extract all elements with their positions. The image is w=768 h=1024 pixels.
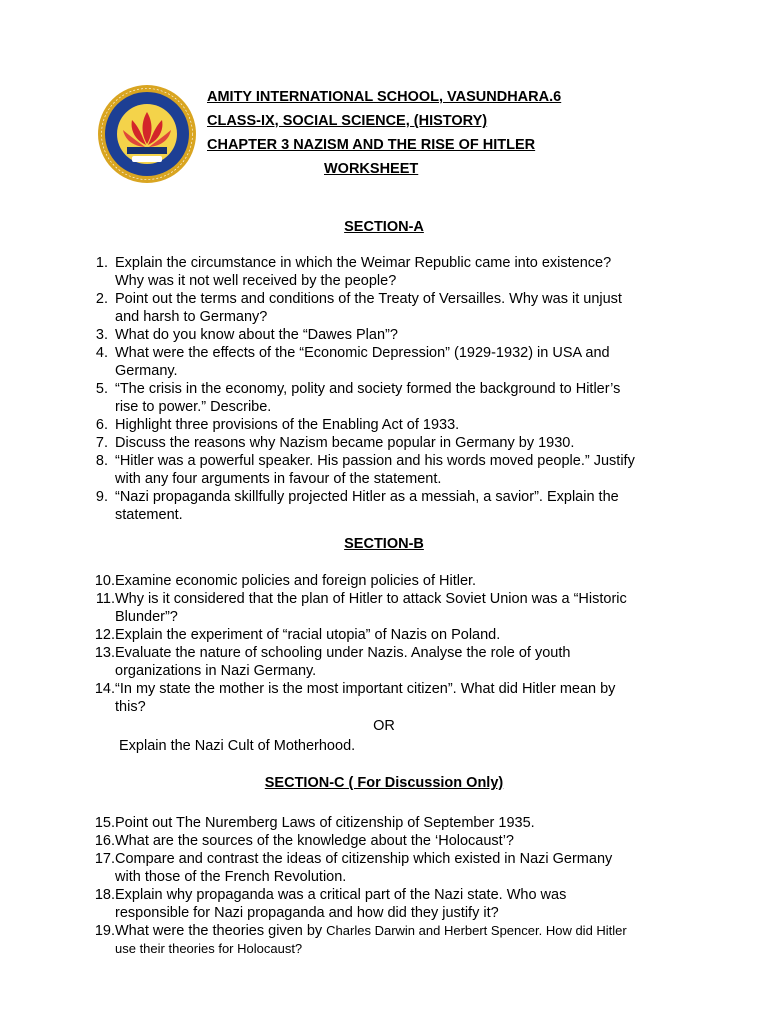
list-item [0, 922, 675, 958]
question-text-line: statement. [115, 507, 183, 523]
question-text-line: What do you know about the “Dawes Plan”? [115, 327, 398, 343]
question-text-line: responsible for Nazi propaganda and how did they justify it? [115, 905, 499, 921]
section-b-heading: SECTION-B [344, 536, 424, 552]
question-number: 7. [95, 435, 108, 451]
question-text-line: Compare and contrast the ideas of citizenship which existed in Nazi Germany [115, 851, 613, 867]
question-number: 2. [95, 291, 108, 307]
list-item [0, 290, 675, 326]
list-item [0, 452, 675, 488]
school-crest-icon [97, 84, 197, 184]
question-number: 18. [94, 887, 115, 903]
question-text-line: Discuss the reasons why Nazism became popular in Germany by 1930. [115, 435, 575, 451]
question-19 [0, 922, 768, 958]
question-number: 13. [94, 645, 115, 661]
list-item [0, 832, 675, 850]
list-item [0, 572, 675, 590]
question-text-line: Blunder”? [115, 609, 178, 625]
list-item [0, 886, 675, 922]
question-number: 10. [94, 573, 115, 589]
section-b-questions [0, 572, 768, 716]
school-name: AMITY INTERNATIONAL SCHOOL, VASUNDHARA.6 [207, 89, 562, 105]
section-c-questions [0, 814, 768, 922]
question-text-line: use their theories for Holocaust? [115, 941, 303, 956]
list-item [0, 344, 675, 380]
list-item [0, 590, 675, 626]
section-a-heading: SECTION-A [344, 219, 424, 235]
list-item [0, 850, 675, 886]
list-item [0, 254, 675, 290]
question-text-line: “The crisis in the economy, polity and society formed the background to Hitler’s [115, 381, 621, 397]
list-item [0, 416, 675, 434]
worksheet-title: WORKSHEET [324, 161, 419, 177]
list-item [0, 380, 675, 416]
question-text-line: with those of the French Revolution. [115, 869, 347, 885]
question-number: 6. [95, 417, 108, 433]
question-text-line: Why is it considered that the plan of Hitler to attack Soviet Union was a “Historic [115, 591, 627, 607]
list-item [0, 326, 675, 344]
section-c-heading: SECTION-C ( For Discussion Only) [264, 775, 504, 791]
question-text-line: Why was it not well received by the people? [115, 273, 397, 289]
question-number: 17. [94, 851, 115, 867]
section-a-questions [0, 254, 768, 524]
question-text-line: Evaluate the nature of schooling under Nazis. Analyse the role of youth [115, 645, 571, 661]
question-text-line: rise to power.” Describe. [115, 399, 272, 415]
list-item [0, 488, 675, 524]
question-number: 9. [95, 489, 108, 505]
question-text-line: Point out The Nuremberg Laws of citizenship of September 1935. [115, 815, 535, 831]
question-text-line: organizations in Nazi Germany. [115, 663, 317, 679]
question-number: 8. [95, 453, 108, 469]
question-text-line: Germany. [115, 363, 178, 379]
question-number: 15. [94, 815, 115, 831]
question-number: 4. [95, 345, 108, 361]
question-text-line: Explain the experiment of “racial utopia” of Nazis on Poland. [115, 627, 501, 643]
question-text-line: Explain the circumstance in which the Weimar Republic came into existence? [115, 255, 612, 271]
question-number: 1. [95, 255, 108, 271]
question-text-line: What were the effects of the “Economic Depression” (1929-1932) in USA and [115, 345, 610, 361]
question-text-line: “In my state the mother is the most important citizen”. What did Hitler mean by [115, 681, 616, 697]
question-text-line: with any four arguments in favour of the statement. [115, 471, 442, 487]
question-text-line: Point out the terms and conditions of the Treaty of Versailles. Why was it unjust [115, 291, 622, 307]
question-number: 16. [94, 833, 115, 849]
question-text-line: “Hitler was a powerful speaker. His passion and his words moved people.” Justify [115, 453, 635, 469]
question-number: 11. [95, 591, 115, 607]
question-number: 19. [94, 923, 115, 939]
list-item [0, 434, 675, 452]
question-number: 12. [94, 627, 115, 643]
alternative-question: Explain the Nazi Cult of Motherhood. [119, 738, 356, 754]
list-item [0, 814, 675, 832]
question-text-line: “Nazi propaganda skillfully projected Hitler as a messiah, a savior”. Explain the [115, 489, 619, 505]
class-subject: CLASS-IX, SOCIAL SCIENCE, (HISTORY) [207, 113, 488, 129]
chapter-title: CHAPTER 3 NAZISM AND THE RISE OF HITLER [207, 137, 536, 153]
question-text-part2: Charles Darwin and Herbert Spencer. How did Hitler [326, 923, 627, 938]
question-text-line: and harsh to Germany? [115, 309, 268, 325]
question-text-line: Highlight three provisions of the Enabling Act of 1933. [115, 417, 460, 433]
question-number: 14. [94, 681, 115, 697]
or-label: OR [373, 718, 395, 734]
list-item [0, 644, 675, 680]
question-number: 5. [95, 381, 108, 397]
list-item [0, 626, 675, 644]
question-number: 3. [95, 327, 108, 343]
list-item [0, 680, 675, 716]
question-text-line: Explain why propaganda was a critical part of the Nazi state. Who was [115, 887, 567, 903]
question-text-line: Examine economic policies and foreign policies of Hitler. [115, 573, 477, 589]
question-text-line: What are the sources of the knowledge about the ‘Holocaust’? [115, 833, 514, 849]
question-text-line: this? [115, 699, 146, 715]
question-text-part1: What were the theories given by [115, 923, 327, 939]
